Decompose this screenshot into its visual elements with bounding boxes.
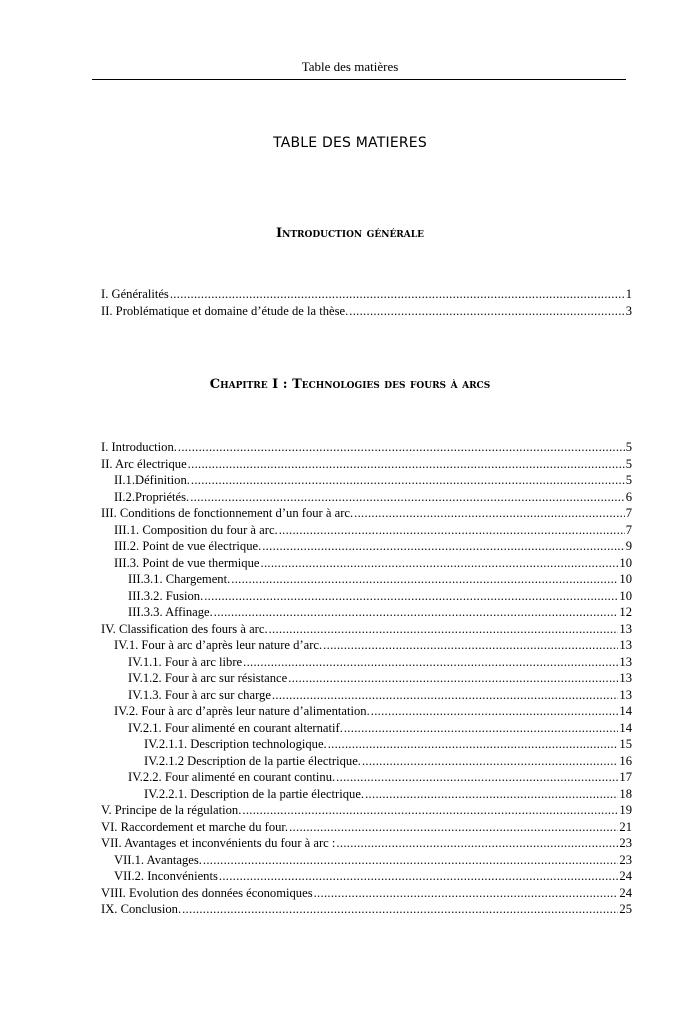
- section-heading-introduction: Introduction générale: [276, 226, 424, 241]
- toc-entry-label: III.3.2. Fusion.: [128, 588, 204, 603]
- toc-entry[interactable]: [101, 303, 632, 320]
- toc-leader-dots: [371, 703, 619, 720]
- toc-leader-dots: [204, 588, 618, 605]
- toc-leader-dots: [170, 286, 625, 303]
- toc-leader-dots: [242, 802, 618, 819]
- toc-entry-page-number: 14: [619, 720, 632, 735]
- toc-entry-page-number: 10: [619, 572, 632, 586]
- toc-entry-page-number: 3: [625, 303, 632, 318]
- toc-leader-dots: [362, 753, 618, 770]
- toc-entry[interactable]: [101, 286, 632, 303]
- toc-leader-dots: [314, 885, 619, 902]
- toc-entry[interactable]: [101, 687, 632, 704]
- toc-entry[interactable]: [101, 621, 632, 638]
- toc-leader-dots: [354, 505, 625, 522]
- toc-entry-page-number: 17: [619, 770, 632, 784]
- toc-entry[interactable]: [101, 439, 632, 456]
- toc-entry[interactable]: [101, 736, 632, 753]
- toc-entry-page-number: 9: [625, 539, 632, 553]
- toc-leader-dots: [349, 303, 624, 320]
- toc-entry[interactable]: [101, 786, 632, 803]
- toc-leader-dots: [191, 472, 625, 489]
- toc-entry-label: VII. Avantages et inconvénients du four à arc :: [101, 836, 336, 850]
- toc-entry-label: VII.1. Avantages.: [114, 852, 202, 867]
- toc-leader-dots: [336, 769, 618, 786]
- toc-leader-dots: [214, 604, 619, 621]
- toc-entry[interactable]: [101, 637, 632, 654]
- toc-entry-page-number: 7: [625, 506, 632, 520]
- toc-entry-page-number: 21: [619, 819, 632, 834]
- toc-entry-page-number: 5: [625, 440, 632, 454]
- toc-entry-page-number: 12: [619, 605, 632, 619]
- toc-leader-dots: [219, 868, 619, 885]
- toc-entry-page-number: 6: [625, 489, 632, 504]
- toc-entry-label: VI. Raccordement et marche du four.: [101, 819, 289, 834]
- page-title: TABLE DES MATIERES: [273, 135, 427, 151]
- toc-leader-dots: [269, 621, 619, 638]
- toc-leader-dots: [344, 720, 619, 737]
- toc-entry-page-number: 23: [619, 852, 632, 867]
- toc-entry-label: IV.1.1. Four à arc libre: [128, 654, 243, 669]
- toc-entry-label: III.3.3. Affinage.: [128, 605, 213, 619]
- toc-entry-label: IV.1.3. Four à arc sur charge: [128, 687, 271, 702]
- toc-entry-label: IX. Conclusion.: [101, 902, 182, 916]
- toc-entry[interactable]: [101, 901, 632, 918]
- toc-entry-page-number: 13: [619, 654, 632, 669]
- toc-entry-page-number: 13: [619, 638, 632, 652]
- toc-entry[interactable]: [101, 604, 632, 621]
- toc-entry-page-number: 13: [619, 687, 632, 702]
- toc-entry[interactable]: [101, 703, 632, 720]
- toc-entry[interactable]: [101, 670, 632, 687]
- toc-entry-label: IV.2.2.1. Description de la partie électrique.: [144, 786, 365, 801]
- toc-leader-dots: [190, 489, 625, 506]
- toc-entry[interactable]: [101, 753, 632, 770]
- toc-entry-label: IV. Classification des fours à arc.: [101, 621, 268, 636]
- toc-entry[interactable]: [101, 769, 632, 786]
- toc-entry-label: II. Problématique et domaine d’étude de la thèse.: [101, 303, 349, 318]
- toc-leader-dots: [288, 670, 618, 687]
- toc-leader-dots: [203, 852, 619, 869]
- toc-entry[interactable]: [101, 720, 632, 737]
- toc-entry-page-number: 18: [619, 786, 632, 801]
- toc-entry[interactable]: [101, 802, 632, 819]
- toc-entry[interactable]: [101, 819, 632, 836]
- toc-entry-page-number: 1: [625, 287, 632, 301]
- toc-entry-label: IV.1. Four à arc d’après leur nature d’arc.: [114, 638, 323, 652]
- toc-entry[interactable]: [101, 885, 632, 902]
- toc-entry-page-number: 13: [619, 621, 632, 636]
- toc-entry[interactable]: [101, 456, 632, 473]
- toc-leader-dots: [231, 571, 618, 588]
- toc-entry-label: IV.2.2. Four alimenté en courant continu.: [128, 770, 336, 784]
- toc-leader-dots: [272, 687, 618, 704]
- toc-leader-dots: [261, 555, 619, 572]
- toc-entry-label: I. Généralités: [101, 287, 169, 301]
- toc-entry-page-number: 10: [619, 588, 632, 603]
- toc-entry-label: II. Arc électrique: [101, 456, 187, 471]
- toc-entry[interactable]: [101, 852, 632, 869]
- toc-leader-dots: [323, 637, 618, 654]
- toc-entry-label: IV.2.1.1. Description technologique.: [144, 737, 327, 751]
- toc-entry[interactable]: [101, 835, 632, 852]
- toc-entry-label: VIII. Evolution des données économiques: [101, 885, 313, 900]
- toc-entry[interactable]: [101, 489, 632, 506]
- toc-entry[interactable]: [101, 868, 632, 885]
- toc-entry[interactable]: [101, 522, 632, 539]
- toc-leader-dots: [262, 538, 624, 555]
- toc-entry-label: III. Conditions de fonctionnement d’un four à arc.: [101, 506, 354, 520]
- toc-entry[interactable]: [101, 588, 632, 605]
- toc-entry-label: IV.1.2. Four à arc sur résistance: [128, 671, 288, 685]
- toc-leader-dots: [365, 786, 618, 803]
- toc-entry[interactable]: [101, 555, 632, 572]
- toc-entry-label: IV.2. Four à arc d’après leur nature d’alimentation.: [114, 704, 370, 718]
- toc-entry-label: I. Introduction.: [101, 440, 177, 454]
- toc-entry-page-number: 7: [625, 522, 632, 537]
- toc-entry-page-number: 13: [619, 671, 632, 685]
- toc-entry[interactable]: [101, 538, 632, 555]
- toc-leader-dots: [178, 439, 625, 456]
- toc-chapitre-1: [101, 439, 632, 918]
- toc-entry-label: II.2.Propriétés.: [114, 489, 190, 504]
- toc-entry-label: III.1. Composition du four à arc.: [114, 522, 278, 537]
- toc-leader-dots: [188, 456, 625, 473]
- toc-entry-page-number: 24: [619, 885, 632, 900]
- toc-entry-page-number: 15: [619, 737, 632, 751]
- toc-entry-label: IV.2.1. Four alimenté en courant alternatif.: [128, 720, 343, 735]
- toc-entry-page-number: 25: [619, 902, 632, 916]
- toc-leader-dots: [243, 654, 618, 671]
- toc-entry[interactable]: [101, 472, 632, 489]
- toc-entry[interactable]: [101, 654, 632, 671]
- toc-leader-dots: [336, 835, 618, 852]
- toc-leader-dots: [328, 736, 619, 753]
- toc-entry-label: V. Principe de la régulation.: [101, 803, 242, 817]
- toc-leader-dots: [182, 901, 618, 918]
- toc-entry-label: III.3.1. Chargement.: [128, 572, 231, 586]
- toc-entry-page-number: 16: [619, 753, 632, 768]
- header-rule: [92, 79, 626, 80]
- toc-entry-page-number: 19: [619, 803, 632, 817]
- toc-entry-label: III.2. Point de vue électrique.: [114, 539, 262, 553]
- toc-entry[interactable]: [101, 571, 632, 588]
- toc-entry-page-number: 14: [619, 704, 632, 718]
- running-header: Table des matières: [301, 59, 399, 74]
- toc-entry-page-number: 23: [619, 836, 632, 850]
- toc-leader-dots: [279, 522, 625, 539]
- section-heading-chapitre-1: Chapitre I : Technologies des fours à arcs: [209, 377, 491, 392]
- toc-entry-page-number: 10: [619, 555, 632, 570]
- toc-entry-label: IV.2.1.2 Description de la partie électrique.: [144, 753, 361, 768]
- toc-entry-page-number: 5: [625, 456, 632, 471]
- toc-entry-page-number: 24: [619, 869, 632, 883]
- toc-entry[interactable]: [101, 505, 632, 522]
- toc-entry-label: II.1.Définition.: [114, 473, 190, 487]
- toc-entry-label: III.3. Point de vue thermique: [114, 555, 260, 570]
- toc-leader-dots: [289, 819, 618, 836]
- toc-entry-page-number: 5: [625, 473, 632, 487]
- toc-introduction: [101, 286, 632, 319]
- toc-entry-label: VII.2. Inconvénients: [114, 869, 218, 883]
